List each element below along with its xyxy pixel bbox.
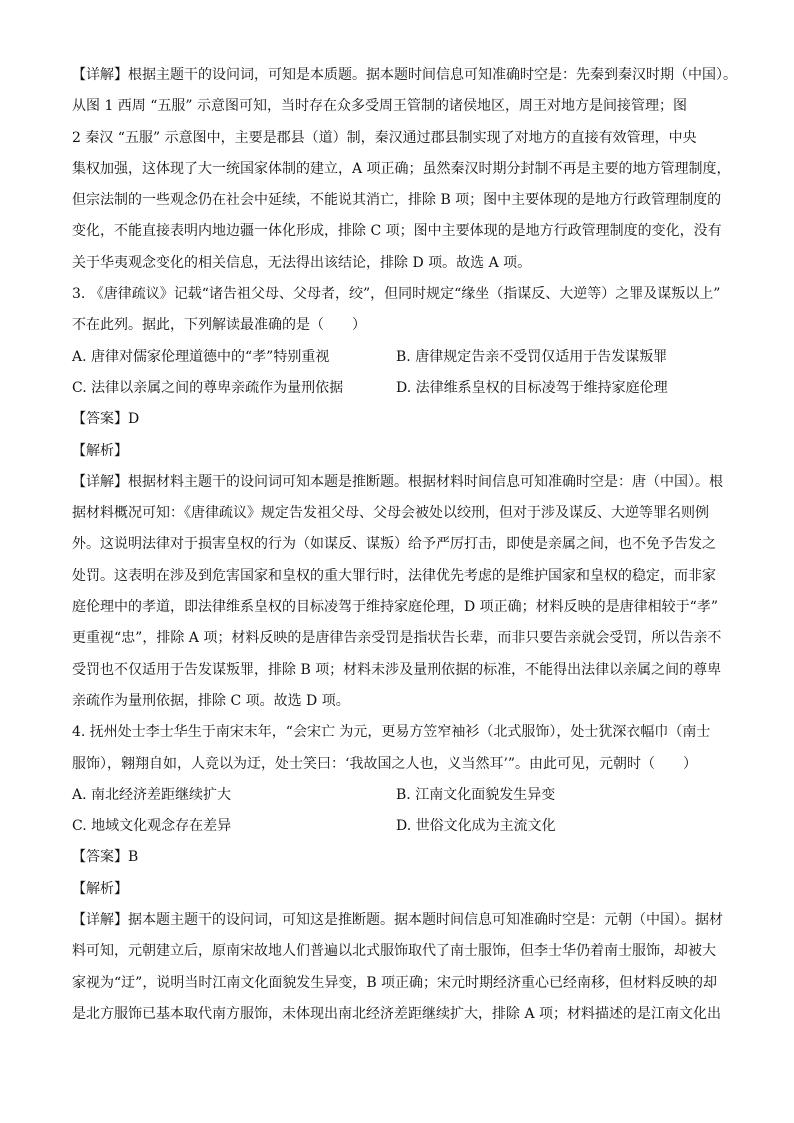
text-line: 庭伦理中的孝道，即法律维系皇权的目标凌驾于维持家庭伦理，D 项正确；材料反映的是唐律相较于“孝” [72, 599, 718, 616]
question-4 [72, 717, 722, 1030]
option-d: D. 法律维系皇权的目标凌驾于维持家庭伦理 [396, 379, 668, 396]
text-line: 更重视“忠”，排除 A 项；材料反映的是唐律告亲受罚是指状告长辈，而非只要告亲就会受罚，所以告亲不 [72, 630, 722, 647]
text-line: 变化，不能直接表明内地边疆一体化形成，排除 C 项；图中主要体现的是地方行政管理制度的变化，没有 [72, 223, 722, 240]
text-line: 是北方服饰已基本取代南方服饰，未体现出南北经济差距继续扩大，排除 A 项；材料描述的是江南文化出 [72, 1005, 722, 1022]
analysis-label: 【解析】 [72, 442, 128, 459]
text-line: 2 秦汉 “五服” 示意图中，主要是郡县（道）制，秦汉通过郡县制实现了对地方的直接有效管理，中央 [72, 129, 697, 146]
text-line: 【详解】根据材料主题干的设问词可知本题是推断题。根据材料时间信息可知准确时空是：唐（中国）。根 [72, 473, 723, 490]
text-line: 从图 1 西周 “五服” 示意图可知，当时存在众多受周王管制的诸侯地区，周王对地方是间接管理；图 [72, 98, 688, 115]
options-row [72, 373, 722, 404]
text-line: 关于华夷观念变化的相关信息，无法得出该结论，排除 D 项。故选 A 项。 [72, 254, 532, 271]
option-d: D. 世俗文化成为主流文化 [396, 818, 556, 835]
text-line: 家视为“迂”，说明当时江南文化面貌发生异变，B 项正确；宋元时期经济重心已经南移，但材料反映的却 [72, 974, 718, 991]
text-line: 但宗法制的一些观念仍在社会中延续，不能说其消亡，排除 B 项；图中主要体现的是地方行政管理制度的 [72, 192, 722, 209]
analysis-label: 【解析】 [72, 880, 128, 897]
question-stem: 不在此列。据此，下列解读最准确的是（ ） [72, 317, 366, 334]
text-line: 据材料概况可知：《唐律疏议》规定告发祖父母、父母会被处以绞刑，但对于涉及谋反、大逆等罪名则例 [72, 505, 709, 522]
question-stem: 服饰），翱翔自如，人竞以为迂，处士笑曰：‘我故国之人也，义当然耳’”。由此可见，元朝时（ ） [72, 755, 698, 772]
document-page [72, 60, 737, 1030]
options-row [72, 342, 722, 373]
question-stem: 4. 抚州处士李士华生于南宋末年，“会宋亡 为元，更易方笠窄袖衫（北式服饰），处士犹深衣幅巾（南士 [72, 724, 711, 741]
text-line: 处罚。这表明在涉及到危害国家和皇权的重大罪行时，法律优先考虑的是维护国家和皇权的稳定，而非家 [72, 567, 716, 584]
option-c: C. 地域文化观念存在差异 [72, 818, 232, 835]
text-line: 料可知，元朝建立后，原南宋故地人们普遍以北式服饰取代了南士服饰，但李士华仍着南士服饰，却被大 [72, 943, 716, 960]
text-line: 外。这说明法律对于损害皇权的行为（如谋反、谋叛）给予严厉打击，即使是亲属之间，也不免予告发之 [72, 536, 716, 553]
question-stem: 3. 《唐律疏议》记载“诸告祖父母、父母者，绞”，但同时规定“缘坐（指谋反、大逆等）之罪及谋叛以上” [72, 286, 721, 303]
option-b: B. 江南文化面貌发生异变 [396, 786, 556, 803]
answer: 【答案】D [72, 411, 140, 428]
previous-explanation [72, 60, 737, 279]
option-a: A. 南北经济差距继续扩大 [72, 786, 232, 803]
options-row [72, 811, 722, 842]
option-c: C. 法律以亲属之间的尊卑亲疏作为量刑依据 [72, 379, 344, 396]
text-line: 亲疏作为量刑依据，排除 C 项。故选 D 项。 [72, 692, 350, 709]
text-line: 集权加强，这体现了大一统国家体制的建立，A 项正确；虽然秦汉时期分封制不再是主要的地方管理制度， [72, 160, 731, 177]
option-a: A. 唐律对儒家伦理道德中的“孝”特别重视 [72, 348, 330, 365]
text-line: 【详解】据本题主题干的设问词，可知这是推断题。据本题时间信息可知准确时空是：元朝（中国）。据材 [72, 912, 723, 929]
answer: 【答案】B [72, 849, 139, 866]
options-row [72, 780, 722, 811]
option-b: B. 唐律规定告亲不受罚仅适用于告发谋叛罪 [396, 348, 668, 365]
text-line: 【详解】根据主题干的设问词，可知是本质题。据本题时间信息可知准确时空是：先秦到秦汉时期（中国）。 [72, 67, 737, 83]
text-line: 受罚也不仅适用于告发谋叛罪，排除 B 项；材料未涉及量刑依据的标准，不能得出法律以亲属之间的尊卑 [72, 661, 722, 678]
question-3 [72, 279, 722, 717]
